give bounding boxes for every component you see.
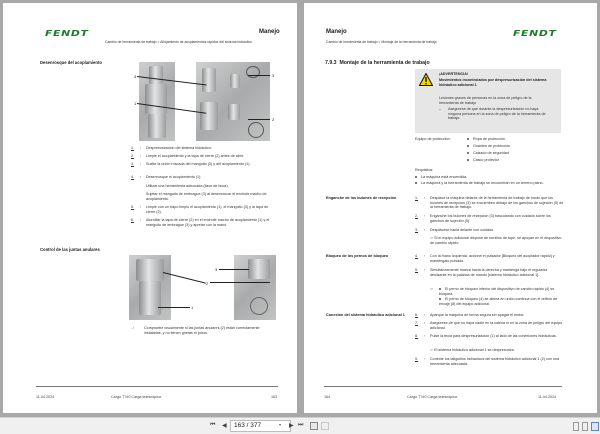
footer-date: 11.04.2024 [36,395,55,399]
requirement-item: La máquina y la herramienta de trabajo se encuentran en un terreno plano. [415,181,555,186]
callout-2: 2 [206,281,209,286]
callout-3: 3 [134,74,137,79]
footer-page-number: 164 [324,395,331,399]
group-label-hydraulic: Conexión del sistema hidráulico adicional 1 [326,313,405,317]
warning-action: Asegúrese de que durante la despresurización no haya ninguna persona en la zona de peligro de la herramienta de trabajo. [448,107,546,121]
step-6: 6. › Atornillar la tapa de cierre (2) en el enchufe macho de acoplamiento (1) y el manguito de embrague (3) y apretar con la mano. [131,218,270,227]
callout-1: 1 [134,101,137,106]
cap-seal-photo [234,255,276,320]
footer-title: Cargo T740 Carga telescópica [407,395,457,399]
step-2: 2. › Limpie el acoplamiento y la tapa de cierre (2) antes de abrir. [131,154,244,158]
callout-1: 1 [191,305,194,310]
step-4: 4. › Desenrosque el acoplamiento (1). [131,175,202,179]
step-1: 1. › Despresurización del sistema hidráulico. [131,146,212,150]
step-4-note-2: Sujetar el manguito de embrague (3) al desenroscar el enchufe macho de acoplamiento. [146,192,267,201]
footer-date: 11.04.2024 [538,395,557,399]
fendt-logo: FENDT [513,29,557,38]
group-label-locking: Bloqueo de los pernos de bloqueo [326,254,389,258]
protection-item: Calzado de seguridad [467,151,509,156]
protection-item: Casco protector [467,158,499,163]
section-title-unscrew: Desenrosque del acoplamiento [40,60,102,65]
left-page [3,3,297,413]
requirements-label: Requisitos: [415,168,434,172]
step-5-result-2: El perno de bloqueo (4) se alinea en unión continua con el orificio de encaje (8) del equipo adicional. [439,297,558,306]
step-5: 5. › Simultáneamente mueva hacia la derecha y mantenga bajo el regulador deslizante en la palanca de mando [sistema hidráulico adicional 1]. [415,268,548,277]
warning-text: Lesiones graves de personas en la zona de peligro de la herramienta de trabajo [439,96,532,105]
callout-2: 2 [272,117,275,122]
group-label-hooking: Enganche de los bulones de recepción [326,196,397,200]
fendt-logo: FENDT [45,29,89,38]
warning-box: ¡ADVERTENCIA! Movimientos incontrolados por despresurización del sistema hidráulico adicional 1 Lesiones graves de personas en la zona de peligro de la herramienta de trabajo – Asegúrese de que durante la despresurización no haya ninguna persona en la zona de peligro de la herramienta de trabajo. [415,69,561,133]
prev-page-button[interactable]: ◀ [222,423,227,429]
step-5-result-1: El perno de bloqueo inferior del dispositivo de cambio rápido (4) se bloquea. [439,287,555,296]
callout-3: 3 [215,267,218,272]
requirement-item: La máquina está encendida. [415,175,565,180]
step-8-result: ⇨ El sistema hidráulico adicional 1 se despresuriza. [430,348,515,352]
step-4: 4. › Con la mano izquierda, accione el pulsador [Bloqueo del acoplador rápido] y manténgalo pulsado. [415,254,555,263]
first-page-button[interactable]: ⏮ [210,422,216,428]
callout-3b: 3 [272,73,275,78]
warning-title: Movimientos incontrolados por despresurización del sistema hidráulico adicional 1 [439,78,547,87]
page-dropdown-icon[interactable]: ▾ [279,422,282,427]
header-title: Manejo [259,29,280,35]
coupling-photo-disassembled [196,62,270,141]
step-2: 2. › Enganche los bulones de recepción (3) basculando con cuidado sobre los ganchos de sujeción (5). [415,214,551,223]
warning-triangle-icon [419,73,433,86]
two-page-view-button[interactable] [591,422,599,431]
continuous-view-button[interactable] [582,422,588,431]
single-page-view-button[interactable] [573,422,579,431]
footer-line [36,386,278,387]
step-8: 8. › Pulse la tecla para despresurización (1) al lado de las conexiones hidráulicas. [415,334,557,338]
right-page: Manejo FENDT Cambio de herramienta de trabajo > Montaje de la herramienta de trabajo 7.9.3 Montaje de la herramienta de trabajo ¡ADVERTENCIA! Movimientos incontrolados por despresurización del sistema hidráulico adicional 1 Lesiones graves de personas en la zona de peligro de la herramienta de trabajo – Asegúrese de que durante la despresurización no haya ninguna persona en la zona de peligro de la herramienta de trabajo. Equipo de protección: Ropa de protección Guantes de protección Calzado de seguridad Casco protector Requisitos: La máquina está encendida. La máquina y la herramienta de trabajo se encuentran en un terreno plano. Enganche de los bulones de recepción 1. › Desplace la máquina delante de la herramienta de trabajo de modo que los bulones de recepción (3) se encuentren debajo de los ganchos de sujeción (5) de la herramienta de trabajo. 2. › Enganche los bulones de recepción (3) basculando con cuidado sobre los ganchos de sujeción (5). 3. › Desplácese hacia delante con cuidado. ⇨ Si el equipo adicional dispone de tornillos de tope, se apoyan en el dispositivo de cambio rápido. Bloqueo de los pernos de bloqueo 4. › Con la mano izquierda, accione el pulsador [Bloqueo del acoplador rápido] y manténgalo pulsado. 5. › Simultáneamente mueva hacia la derecha y mantenga bajo el regulador deslizante en la palanca de mando [sistema hidráulico adicional 1]. ⇨ El perno de bloqueo inferior del dispositivo de cambio rápido (4) se bloquea. El perno de bloqueo (4) se alinea en unión continua con el orificio de encaje (8) del equipo adicional. Conexión del sistema hidráulico adicional 1 6. › Aparque la máquina de forma segura sin apagar el motor. 7. › Asegúrese de que no haya nadie en la cabina ni en la zona de peligro del equipo adicional. 8. › Pulse la tecla para despresurización (1) al lado de las conexiones hidráulicas. ⇨ El sistema hidráulico adicional 1 se despresuriza. 9. › Conecte los latiguillos hidráulicos del sistema hidráulico adicional 1 (2) con una herramienta adecuada. 164 Cargo T740 Carga telescópica 11.04.2024 [304,3,597,413]
step-3-result: ⇨ Si el equipo adicional dispone de tornillos de tope, se apoyan en el dispositivo de cambio rápido. [430,236,562,245]
copy-disabled-icon[interactable] [321,422,329,430]
protection-item: Guantes de protección [467,144,510,149]
step-3: 3. › Desplácese hacia delante con cuidado. [415,228,495,232]
copy-icon[interactable] [310,422,318,430]
coupling-photo-assembled [139,62,175,141]
footer-line [324,386,562,387]
footer-page-number: 163 [271,395,278,399]
protection-item: Ropa de protección [467,137,505,142]
step-4-note-1: Utilizar una herramienta adecuada (llave de boca). [146,184,229,188]
next-page-button[interactable]: ▶ [289,423,294,429]
protection-label: Equipo de protección: [415,137,451,141]
step-9: 9. › Conecte los latiguillos hidráulicos del sistema hidráulico adicional 1 (2) con una herramienta adecuada. [415,357,560,366]
header-title: Manejo [326,29,347,35]
page-number-input[interactable]: 163 / 377 [230,420,291,432]
coupling-seal-photo [129,255,171,320]
section-heading: 7.9.3 Montaje de la herramienta de trabajo [325,60,430,66]
step-5: 5. › Limpie con un trapo limpio el acoplamiento (1), el manguito (3) y la tapa de cierre (2). [131,205,269,214]
viewer-toolbar [0,417,600,434]
step-6: 6. › Aparque la máquina de forma segura sin apagar el motor. [415,313,525,317]
breadcrumb: Cambio de herramienta de trabajo > Montaje de la herramienta de trabajo [326,40,437,44]
step-3: 3. › Suelte la unión roscada del manguito (3) y del acoplamiento (1). [131,162,251,166]
breadcrumb: Cambio de herramienta de trabajo > Aflojamiento de acoplamientos rápidos del sistema hidráulico [105,40,252,44]
last-page-button[interactable]: ⏭ [298,422,304,428]
warning-label: ¡ADVERTENCIA! [439,72,469,76]
step-1: 1. › Desplace la máquina delante de la herramienta de trabajo de modo que los bulones de recepción (3) se encuentren debajo de los ganchos de sujeción (5) de la herramienta de trabajo. [415,196,564,210]
footer-title: Cargo T740 Carga telescópica [111,395,161,399]
step-7: 7. › Asegúrese de que no haya nadie en la cabina ni en la zona de peligro del equipo adicional. [415,321,563,330]
section-title-seals: Control de las juntas anulares [40,247,100,252]
check-step: ⎯› Compruebe visualmente si las juntas anulares (2) están correctamente instaladas, y no tienen grietas ni poros. [131,326,260,335]
